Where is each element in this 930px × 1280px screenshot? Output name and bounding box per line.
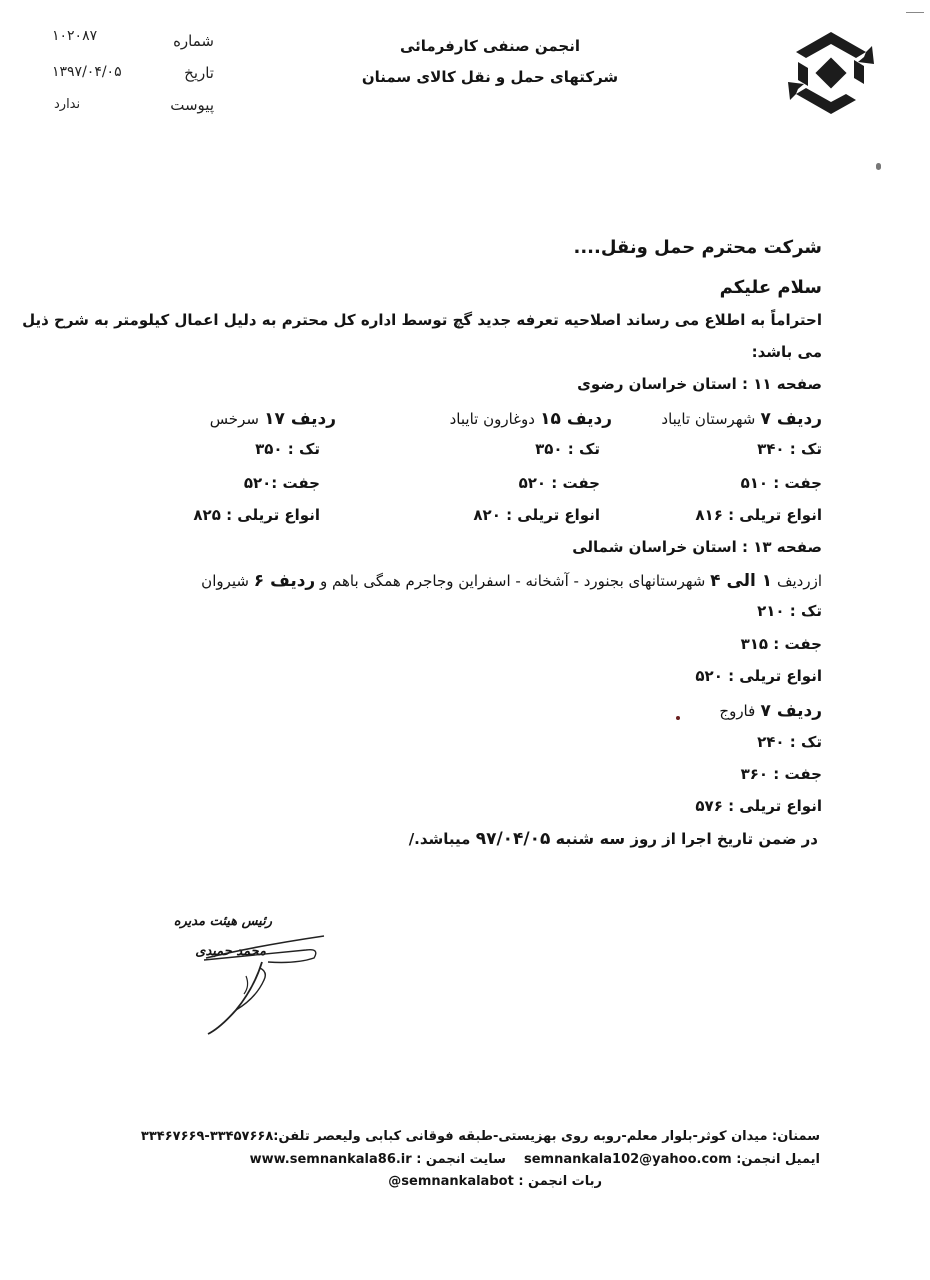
s1-col3-single: تک : ۳۵۰ [255, 440, 320, 458]
s1-col3-row-label: ردیف ۱۷ [264, 409, 336, 429]
corner-dash [906, 12, 924, 13]
s1-col2-single: تک : ۳۵۰ [535, 440, 600, 458]
footer-contact-line [250, 1152, 820, 1167]
recipient-line: شرکت محترم حمل ونقل.... [573, 237, 822, 258]
footer-address: سمنان: میدان کوثر-بلوار معلم-روبه روی بهزیستی-طبقه فوقانی کبابی ولیعصر تلفن:۳۳۴۵۷۶۶۸-۳۳۴۶۷۶۶۹ [140, 1129, 820, 1144]
intro-line-2: می باشد: [751, 343, 822, 361]
s1-col1-place: شهرستان تایباد [661, 410, 756, 428]
email-link[interactable]: semnankala102@yahoo.com [524, 1152, 732, 1167]
closing-suffix: میباشد./ [408, 830, 471, 848]
closing-day: سه شنبه [555, 829, 626, 848]
org-logo [778, 24, 884, 122]
s2-trailer: انواع تریلی : ۵۲۰ [695, 667, 822, 685]
s1-col3-trailer: انواع تریلی : ۸۲۵ [193, 506, 320, 524]
intro-line-1: احتراماً به اطلاع می رساند اصلاحیه تعرفه جدید گچ توسط اداره کل محترم به دلیل اعمال کیلومتر به شرح ذیل [22, 311, 822, 329]
s1-col1-row-label: ردیف ۷ [760, 409, 822, 429]
closing-line [409, 829, 818, 849]
org-name-line1: انجمن صنفی کارفرمائی [399, 37, 581, 55]
s1-col1-double: جفت : ۵۱۰ [740, 474, 822, 492]
s1-col1-header [661, 409, 822, 429]
s2-sub-single: تک : ۲۴۰ [757, 733, 822, 751]
site-link[interactable]: www.semnankala86.ir [249, 1152, 412, 1167]
s1-col2-header [450, 409, 612, 429]
s1-col2-place: دوغارون تایباد [449, 410, 535, 428]
recycle-arrows-icon [778, 24, 884, 122]
s2-desc-prefix: ازردیف [776, 572, 822, 590]
handwritten-signature [196, 928, 336, 1038]
signatory-name: محمد حمیدی [195, 944, 266, 959]
section2-description [201, 571, 822, 591]
ink-dot [676, 716, 680, 720]
s2-sub-header [719, 701, 822, 721]
email-label: ایمیل انجمن: [736, 1152, 820, 1167]
org-name-line2: شرکتهای حمل و نقل کالای سمنان [361, 68, 619, 86]
section2-heading: صفحه ۱۳ : استان خراسان شمالی [572, 538, 822, 556]
s2-single: تک : ۲۱۰ [757, 602, 822, 620]
date-value: ۱۳۹۷/۰۴/۰۵ [52, 64, 122, 80]
s2-desc-end: شیروان [201, 572, 249, 590]
signatory-title: رئیس هیئت مدیره [173, 914, 272, 929]
footer-bot-line [388, 1174, 602, 1189]
s1-col3-header [210, 409, 336, 429]
s1-col2-double: جفت : ۵۲۰ [518, 474, 600, 492]
s2-desc-range: ۱ الی ۴ [710, 571, 773, 591]
s1-col1-trailer: انواع تریلی : ۸۱۶ [695, 506, 822, 524]
s2-sub-double: جفت : ۳۶۰ [740, 765, 822, 783]
s2-desc-middle: شهرستانهای بجنورد - آشخانه - اسفراین وجاجرم همگی باهم و [320, 572, 706, 590]
bot-link[interactable]: @semnankalabot [388, 1174, 514, 1189]
site-label: سایت انجمن : [416, 1152, 506, 1167]
s2-sub-trailer: انواع تریلی : ۵۷۶ [695, 797, 822, 815]
s1-col2-row-label: ردیف ۱۵ [540, 409, 612, 429]
s1-col3-double: جفت :۵۲۰ [243, 474, 320, 492]
s1-col2-trailer: انواع تریلی : ۸۲۰ [473, 506, 600, 524]
s1-col3-place: سرخس [209, 410, 259, 428]
greeting-line: سلام علیکم [719, 277, 822, 298]
date-label: تاریخ [184, 64, 214, 82]
closing-prefix: در ضمن تاریخ اجرا از روز [630, 830, 818, 848]
signature-scribble-icon [196, 928, 336, 1038]
s2-sub-place: فاروج [719, 702, 756, 720]
number-label: شماره [173, 32, 214, 50]
bot-label: ربات انجمن : [518, 1174, 602, 1189]
s2-desc-row6: ردیف ۶ [253, 571, 316, 591]
s1-col1-single: تک : ۳۴۰ [757, 440, 822, 458]
attachment-value: ندارد [54, 97, 81, 112]
attachment-label: پیوست [170, 96, 214, 114]
section1-heading: صفحه ۱۱ : استان خراسان رضوی [577, 375, 822, 393]
number-value: ۱۰۲۰۸۷ [52, 28, 98, 44]
ink-mark [876, 163, 881, 170]
s2-sub-row-label: ردیف ۷ [760, 701, 822, 721]
s2-double: جفت : ۳۱۵ [740, 635, 822, 653]
closing-date: ۹۷/۰۴/۰۵ [475, 829, 551, 849]
